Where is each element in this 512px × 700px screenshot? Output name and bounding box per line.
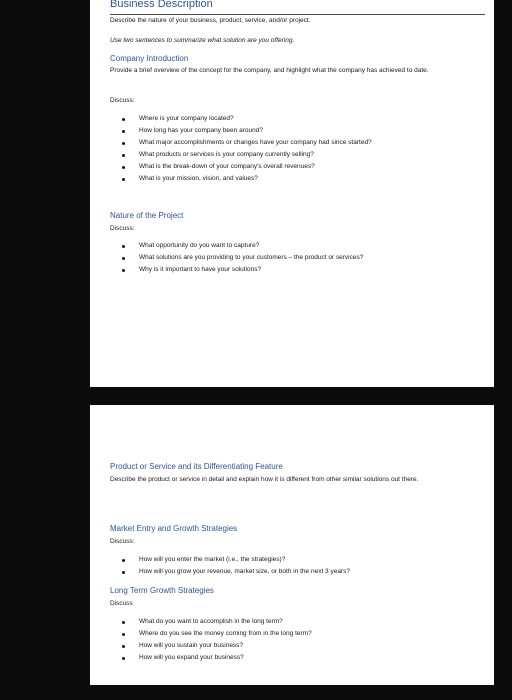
- market-entry-heading: Market Entry and Growth Strategies: [110, 524, 238, 533]
- list-item: Why is it important to have your solutions?: [110, 264, 363, 276]
- company-introduction-list: [110, 113, 372, 185]
- list-item: How will you enter the market (i.e., the strategies)?: [110, 554, 350, 566]
- list-item: What solutions are you providing to your customers – the product or services?: [110, 252, 363, 264]
- product-differentiation-heading: Product or Service and its Differentiating Feature: [110, 462, 283, 471]
- market-entry-list: [110, 554, 350, 578]
- discuss-label: Discuss: [110, 600, 133, 607]
- list-item: What is the break-down of your company's overall revenues?: [110, 161, 372, 173]
- title-divider: [110, 14, 485, 15]
- list-item: How long has your company been around?: [110, 125, 372, 137]
- nature-of-project-list: [110, 240, 363, 276]
- document-title: Business Description: [110, 0, 213, 10]
- long-term-growth-heading: Long Term Growth Strategies: [110, 586, 214, 595]
- document-page-1: [90, 0, 494, 387]
- instruction-text: Use two sentences to summarize what solution are you offering.: [110, 37, 295, 44]
- long-term-growth-list: [110, 616, 312, 664]
- discuss-label: Discuss:: [110, 538, 135, 545]
- list-item: What is your mission, vision, and values?: [110, 173, 372, 185]
- nature-of-project-heading: Nature of the Project: [110, 211, 184, 220]
- list-item: Where do you see the money coming from in the long term?: [110, 628, 312, 640]
- list-item: How will you grow your revenue, market size, or both in the next 3 years?: [110, 566, 350, 578]
- discuss-label: Discuss:: [110, 225, 135, 232]
- document-page-2: [90, 405, 494, 685]
- list-item: What major accomplishments or changes have your company had since started?: [110, 137, 372, 149]
- list-item: How will you sustain your business?: [110, 640, 312, 652]
- list-item: What do you want to accomplish in the long term?: [110, 616, 312, 628]
- list-item: What opportunity do you want to capture?: [110, 240, 363, 252]
- description-text: Describe the nature of your business, product, service, and/or project.: [110, 17, 311, 24]
- list-item: Where is your company located?: [110, 113, 372, 125]
- discuss-label: Discuss:: [110, 97, 135, 104]
- list-item: How will you expand your business?: [110, 652, 312, 664]
- list-item: What products or services is your company currently selling?: [110, 149, 372, 161]
- product-differentiation-text: Describe the product or service in detail and explain how it is different from other similar solutions out there.: [110, 476, 419, 483]
- company-introduction-heading: Company Introduction: [110, 54, 189, 63]
- company-introduction-text: Provide a brief overview of the concept for the company, and highlight what the company has achieved to date.: [110, 67, 429, 74]
